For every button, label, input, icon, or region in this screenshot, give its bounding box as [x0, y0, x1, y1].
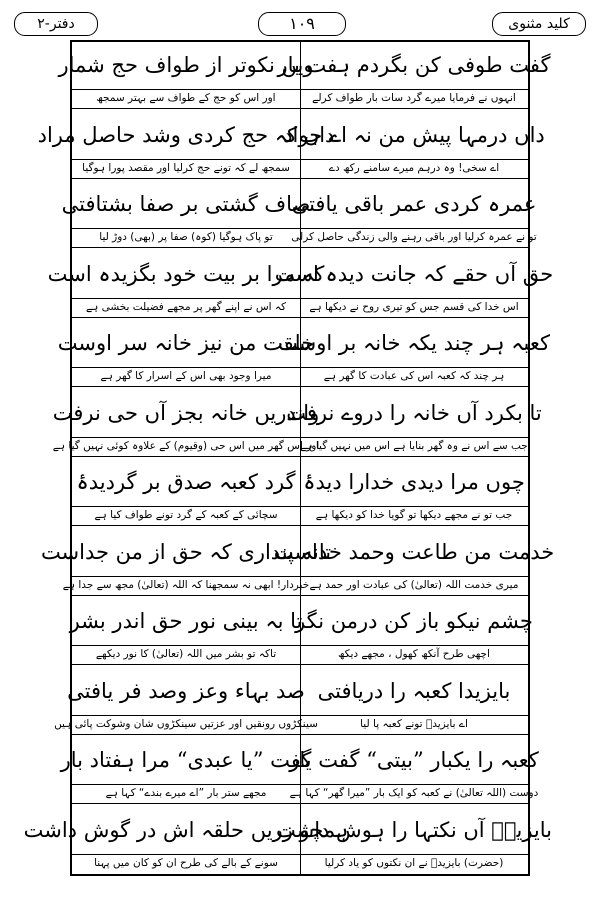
row-divider: [72, 317, 528, 318]
translation-left: سمجھ لے کہ تونے حج کرلیا اور مقصد پورا ہوگیا: [82, 161, 290, 174]
translation-right: اس خدا کی قسم جس کو تیری روح نے دیکھا ہے: [309, 300, 519, 313]
verse-table: [23, 40, 555, 876]
translation-left: تاکہ تو بشر میں اللہ (تعالیٰ) کا نور دیکھے: [95, 648, 277, 660]
translation-right: اچھی طرح آنکھ کھول ، مجھے دیکھ: [338, 648, 490, 660]
divider: [72, 89, 528, 90]
translation-left: میرا وجود بھی اس کے اسرار کا گھر ہے: [100, 370, 272, 382]
verse-right: تا بکرد آں خانہ را دروے نرفت: [286, 400, 542, 425]
translation-right: دوست (اللہ تعالیٰ) نے کعبہ کو ایک بار ”میرا گھر“ کہا ہے: [289, 787, 539, 799]
row-divider: [72, 664, 528, 665]
verse-left: ہمچو زریں حلقہ اش در گوش داشت: [23, 817, 349, 842]
couplet-row: [54, 668, 528, 738]
divider: [72, 437, 528, 438]
translation-right: اے سخی! وہ درہم میرے سامنے رکھ دے: [328, 161, 500, 174]
translation-left: خبردار! ابھی نہ سمجھنا کہ اللہ (تعالیٰ) مجھ سے جدا ہے: [62, 578, 310, 591]
page-number: ۱۰۹: [258, 12, 346, 36]
translation-right: جب تو نے مجھے دیکھا تو گویا خدا کو دیکھا ہے: [315, 509, 513, 521]
couplet-row: [52, 390, 542, 460]
translation-left: مجھے ستر بار ”اے میرے بندے“ کہا ہے: [105, 787, 267, 799]
translation-left: سونے کے بالے کی طرح ان کو کان میں پہنا: [94, 856, 278, 869]
divider: [72, 367, 528, 368]
couplet-row: [61, 181, 537, 251]
row-divider: [72, 456, 528, 457]
verse-left: ویں نکوتر از طواف حج شمار: [58, 53, 314, 77]
verse-left: صاف گشتی بر صفا بشتافتی: [61, 192, 311, 216]
verse-left: داں کہ حج کردی وشد حاصل مراد: [37, 122, 335, 147]
translation-right: تو نے عمرہ کرلیا اور باقی رہنے والی زندگی حاصل کرلی: [291, 231, 537, 243]
translation-left: سینکڑوں رونقیں اور عزتیں سینکڑوں شان وشوکت پائی ہیں: [54, 717, 318, 730]
verse-left: صد بہاء وعز وصد فر یافتی: [67, 678, 305, 703]
verse-left: تانہ پنداری کہ حق از من جداست: [40, 539, 332, 564]
divider: [72, 298, 528, 299]
verse-left: کہ مرا بر بیت خود بگزیدہ است: [47, 261, 325, 286]
book-title: کلید مثنوی: [492, 12, 586, 36]
couplet-row: [40, 529, 555, 599]
verse-right: خدمت من طاعت وحمد خداست: [273, 539, 555, 564]
verse-right: داں درمہا پیش من نہ اے جواد: [283, 122, 545, 147]
row-divider: [72, 734, 528, 735]
divider: [72, 576, 528, 577]
translation-right: (حضرت) بایزیدؒ نے ان نکتوں کو یاد کرلیا: [324, 856, 504, 869]
verse-left: گفت ”یا عبدی“ مرا ہفتاد بار: [60, 748, 312, 772]
translation-left: تو پاک ہوگیا (کوہ) صفا پر (بھی) دوڑ لیا: [99, 231, 273, 243]
couplet-row: [47, 251, 554, 321]
verse-right: عمرہ کردی عمر باقی یافتی: [291, 192, 537, 216]
translation-right: انہوں نے فرمایا میرے گرد سات بار طواف کرلے: [312, 92, 516, 104]
couplet-row: [58, 42, 551, 112]
couplet-row: [57, 320, 550, 390]
translation-right: جب سے اس نے وہ گھر بنایا ہے اس میں نہیں گیا ہے: [300, 439, 528, 452]
page-header: [14, 12, 586, 38]
verse-right: چوں مرا دیدی خدارا دیدۂ: [303, 470, 525, 494]
divider: [72, 645, 528, 646]
verse-left: گرد کعبہ صدق بر گردیدۂ: [76, 470, 296, 494]
translation-right: اے بایزیدؒ تونے کعبہ پا لیا: [360, 717, 468, 730]
translation-left: اور اس کو حج کے طواف سے بہتر سمجھ: [96, 92, 276, 104]
row-divider: [72, 108, 528, 109]
couplet-row: [23, 807, 552, 877]
verse-right: چشم نیکو باز کن درمن نگر: [295, 609, 533, 633]
divider: [72, 715, 528, 716]
verse-right: حق آں حقے کہ جانت دیدہ است: [274, 261, 554, 286]
row-divider: [72, 178, 528, 179]
verse-right: بایزیدؒ آں نکتہا را ہوش داشت: [275, 817, 552, 842]
couplet-row: [72, 459, 528, 529]
divider: [72, 159, 528, 160]
row-divider: [72, 386, 528, 387]
translation-left: اور اس گھر میں اس حی (وقیوم) کے علاوہ کوئی نہیں گیا ہے: [52, 439, 320, 452]
divider: [72, 228, 528, 229]
row-divider: [72, 525, 528, 526]
verse-right: کعبہ را یکبار ”بیتی“ گفت یار: [289, 748, 539, 772]
verse-left: تا بہ بینی نور حق اندر بشر: [69, 609, 303, 633]
verse-right: کعبہ ہر چند یکہ خانہ بر اوست: [278, 331, 550, 355]
row-divider: [72, 247, 528, 248]
verse-right: گفت طوفی کن بگردم ہفت بار: [277, 53, 551, 77]
row-divider: [72, 595, 528, 596]
couplet-row: [37, 112, 545, 182]
divider: [72, 784, 528, 785]
couplet-row: [69, 598, 533, 668]
translation-right: ہر چند کہ کعبہ اس کی عبادت کا گھر ہے: [323, 370, 505, 382]
verse-right: بایزیدا کعبہ را دریافتی: [317, 678, 511, 703]
verse-left: خلقت من نیز خانہ سر اوست: [57, 331, 315, 355]
verse-left: واندریں خانہ بجز آں حی نرفت: [52, 400, 320, 425]
volume-label: دفتر-۲: [14, 12, 98, 36]
translation-right: میری خدمت اللہ (تعالیٰ) کی عبادت اور حمد ہے: [309, 578, 519, 591]
couplet-row: [60, 737, 539, 807]
translation-left: کہ اس نے اپنے گھر پر مجھے فضیلت بخشی ہے: [85, 300, 287, 313]
translation-left: سچائی کے کعبہ کے گرد تونے طواف کیا ہے: [94, 509, 278, 521]
divider: [72, 506, 528, 507]
row-divider: [72, 803, 528, 804]
divider: [72, 854, 528, 855]
